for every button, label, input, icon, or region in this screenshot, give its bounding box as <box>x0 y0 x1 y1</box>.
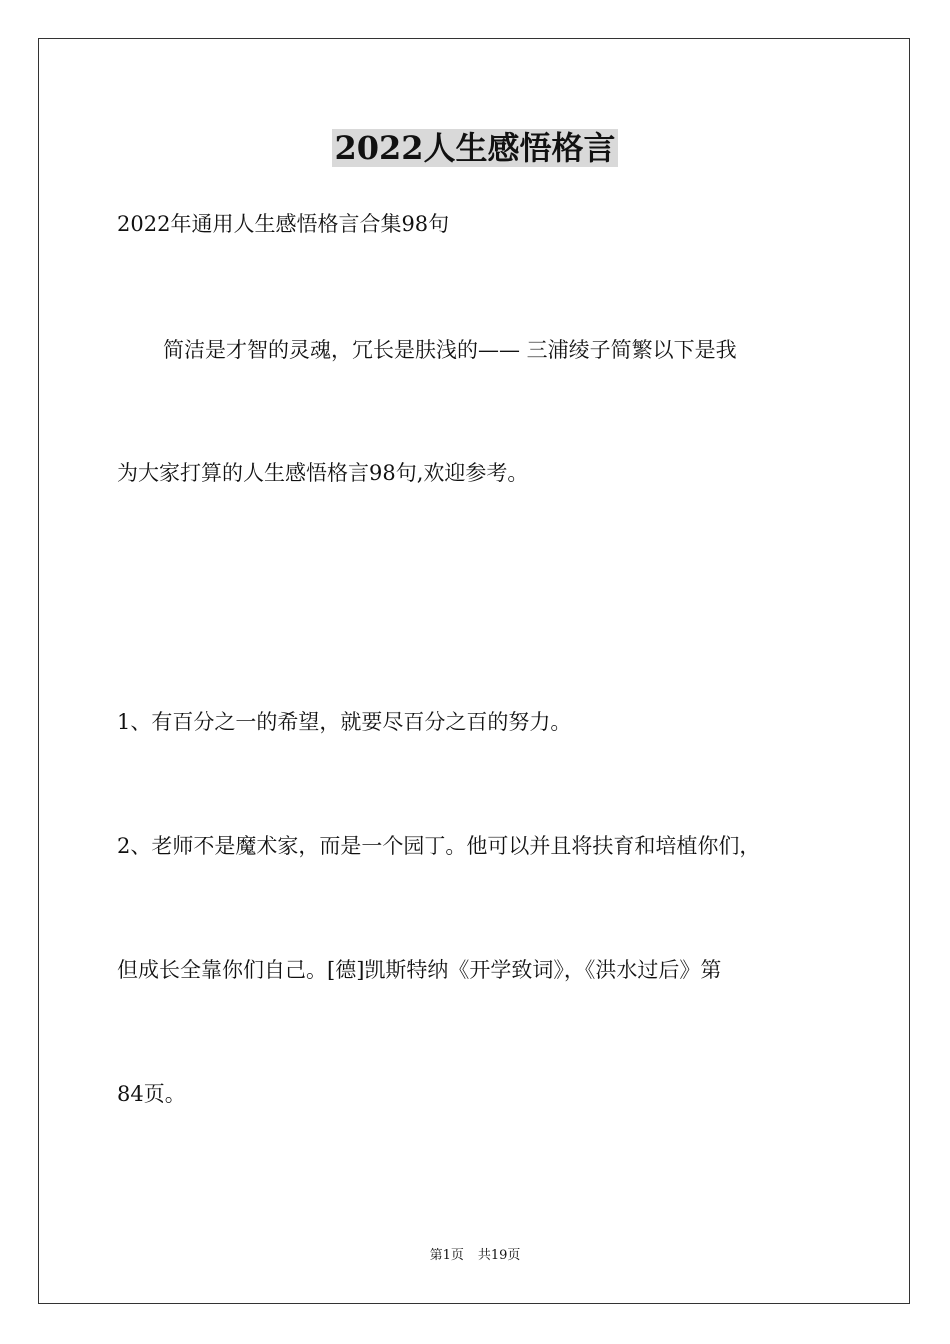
quote-2-line-2: 但成长全靠你们自己。[德]凯斯特纳《开学致词》，《洪水过后》第 <box>117 958 722 982</box>
page-total: 共19页 <box>477 1248 521 1263</box>
subtitle-line: 2022年通用人生感悟格言合集98句 <box>117 212 450 236</box>
page-number: 第1页 <box>429 1248 464 1263</box>
page-footer <box>0 1247 950 1265</box>
intro-line-2: 为大家打算的人生感悟格言98句,欢迎参考。 <box>117 461 529 485</box>
quote-2-line-3: 84页。 <box>117 1082 186 1106</box>
document-title-text: 2022人生感悟格言 <box>334 129 616 167</box>
quote-1-line: 1、有百分之一的希望，就要尽百分之百的努力。 <box>117 710 572 734</box>
intro-line-1: 简洁是才智的灵魂，冗长是肤浅的—— 三浦绫子简繁以下是我 <box>163 338 737 362</box>
quote-2-line-1: 2、老师不是魔术家，而是一个园丁。他可以并且将扶育和培植你们， <box>117 834 761 858</box>
document-title <box>0 128 950 168</box>
